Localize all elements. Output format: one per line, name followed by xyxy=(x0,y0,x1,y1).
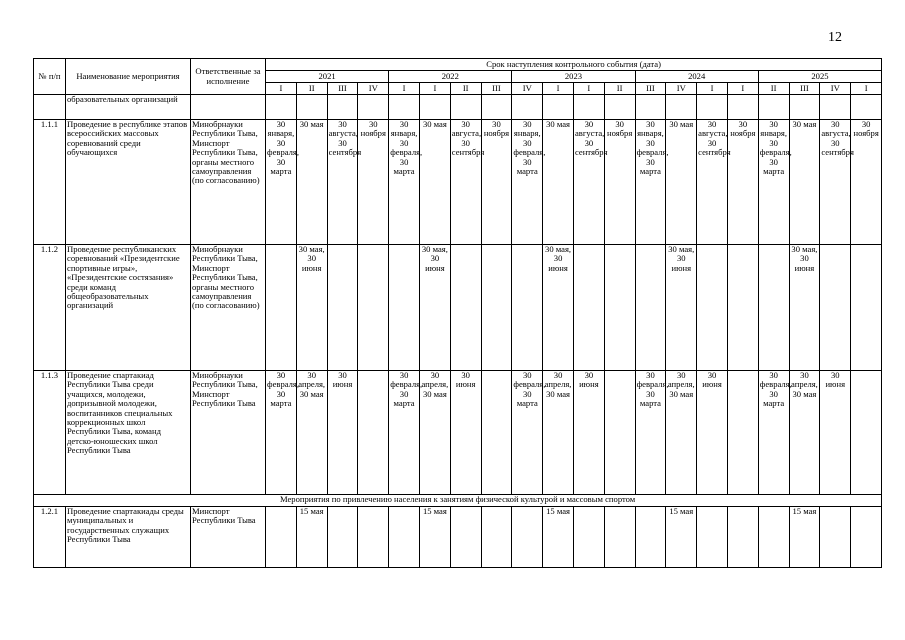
date-cell: 30 января, 30 февраля, 30 марта xyxy=(266,120,297,245)
table-body xyxy=(34,95,882,568)
date-cell: 30 августа, 30 сентября xyxy=(450,120,481,245)
date-cell xyxy=(543,95,574,120)
header-quarter: I xyxy=(266,83,297,95)
date-cell xyxy=(635,95,666,120)
responsible: Минобрнауки Республики Тыва, Минспорт Республики Тыва xyxy=(191,371,266,495)
header-quarter: I xyxy=(573,83,604,95)
date-cell xyxy=(389,95,420,120)
responsible xyxy=(191,95,266,120)
date-cell: 30 января, 30 февраля, 30 марта xyxy=(758,120,789,245)
date-cell: 30 мая, 30 июня xyxy=(296,245,327,371)
responsible: Минобрнауки Республики Тыва, Минспорт Республики Тыва, органы местного самоуправления (по согласованию) xyxy=(191,120,266,245)
section-title: Мероприятия по привлечению населения к занятиям физической культурой и массовым спортом xyxy=(34,495,882,507)
row-number: 1.1.2 xyxy=(34,245,66,371)
date-cell: 30 мая, 30 июня xyxy=(543,245,574,371)
date-cell xyxy=(758,507,789,568)
header-quarter: IV xyxy=(820,83,851,95)
date-cell xyxy=(727,507,758,568)
date-cell xyxy=(389,245,420,371)
date-cell: 30 ноября xyxy=(481,120,512,245)
header-quarter: IV xyxy=(666,83,697,95)
date-cell: 30 августа, 30 сентября xyxy=(573,120,604,245)
row-number: 1.1.1 xyxy=(34,120,66,245)
date-cell xyxy=(758,245,789,371)
header-quarter: III xyxy=(481,83,512,95)
date-cell xyxy=(851,371,882,495)
date-cell: 15 мая xyxy=(543,507,574,568)
table-row xyxy=(34,120,882,245)
date-cell: 30 апреля, 30 мая xyxy=(789,371,820,495)
header-quarter: II xyxy=(296,83,327,95)
table-row xyxy=(34,245,882,371)
header-quarter: I xyxy=(851,83,882,95)
header-year: 2023 xyxy=(512,71,635,83)
table-row xyxy=(34,507,882,568)
header-quarter: IV xyxy=(512,83,543,95)
date-cell: 30 февраля, 30 марта xyxy=(389,371,420,495)
header-year: 2024 xyxy=(635,71,758,83)
header-quarter: III xyxy=(327,83,358,95)
date-cell xyxy=(450,507,481,568)
date-cell: 30 января, 30 февраля, 30 марта xyxy=(635,120,666,245)
date-cell: 30 февраля, 30 марта xyxy=(758,371,789,495)
header-quarter: I xyxy=(697,83,728,95)
date-cell xyxy=(358,371,389,495)
header-quarter: I xyxy=(389,83,420,95)
date-cell: 30 апреля, 30 мая xyxy=(543,371,574,495)
date-cell: 30 июня xyxy=(820,371,851,495)
date-cell xyxy=(604,95,635,120)
row-number: 1.2.1 xyxy=(34,507,66,568)
date-cell: 30 июня xyxy=(450,371,481,495)
header-period: Срок наступления контрольного события (дата) xyxy=(266,59,882,71)
date-cell xyxy=(604,245,635,371)
date-cell: 30 ноября xyxy=(604,120,635,245)
date-cell: 30 апреля, 30 мая xyxy=(419,371,450,495)
table-header xyxy=(34,59,882,95)
date-cell: 30 мая, 30 июня xyxy=(419,245,450,371)
page-number: 12 xyxy=(828,30,842,45)
date-cell: 30 мая xyxy=(666,120,697,245)
date-cell xyxy=(358,245,389,371)
header-quarter: IV xyxy=(358,83,389,95)
date-cell xyxy=(327,507,358,568)
header-year: 2021 xyxy=(266,71,389,83)
date-cell: 30 августа, 30 сентября xyxy=(327,120,358,245)
date-cell xyxy=(389,507,420,568)
date-cell: 30 ноября xyxy=(851,120,882,245)
date-cell: 30 мая xyxy=(789,120,820,245)
date-cell xyxy=(450,95,481,120)
table-row xyxy=(34,95,882,120)
header-year: 2025 xyxy=(758,71,881,83)
row-number xyxy=(34,95,66,120)
date-cell xyxy=(727,245,758,371)
date-cell: 30 августа, 30 сентября xyxy=(820,120,851,245)
date-cell xyxy=(450,245,481,371)
date-cell xyxy=(635,245,666,371)
date-cell xyxy=(851,507,882,568)
header-responsible: Ответственные за исполнение xyxy=(191,59,266,95)
date-cell: 30 февраля, 30 марта xyxy=(635,371,666,495)
date-cell: 30 апреля, 30 мая xyxy=(666,371,697,495)
date-cell xyxy=(327,245,358,371)
date-cell xyxy=(820,507,851,568)
date-cell: 15 мая xyxy=(789,507,820,568)
responsible: Минобрнауки Республики Тыва, Минспорт Республики Тыва, органы местного самоуправления (по согласованию) xyxy=(191,245,266,371)
header-quarter: III xyxy=(789,83,820,95)
date-cell: 30 мая, 30 июня xyxy=(789,245,820,371)
header-quarter: I xyxy=(727,83,758,95)
header-quarter: III xyxy=(635,83,666,95)
date-cell: 30 ноября xyxy=(727,120,758,245)
date-cell xyxy=(512,507,543,568)
date-cell: 30 июня xyxy=(573,371,604,495)
header-quarter: I xyxy=(419,83,450,95)
date-cell xyxy=(358,95,389,120)
date-cell xyxy=(266,245,297,371)
row-number: 1.1.3 xyxy=(34,371,66,495)
date-cell xyxy=(512,245,543,371)
table-row xyxy=(34,371,882,495)
date-cell: 30 ноября xyxy=(358,120,389,245)
date-cell xyxy=(358,507,389,568)
date-cell xyxy=(851,245,882,371)
date-cell: 30 мая xyxy=(543,120,574,245)
event-name: Проведение спартакиад Республики Тыва среди учащихся, молодежи, допризывной молодежи, воспитанников специальных коррекционных школ Республики Тыва, команд детско-юношеских школ Республики Тыва xyxy=(66,371,191,495)
date-cell xyxy=(851,95,882,120)
date-cell: 30 апреля, 30 мая xyxy=(296,371,327,495)
header-quarter: II xyxy=(758,83,789,95)
date-cell xyxy=(481,245,512,371)
date-cell xyxy=(296,95,327,120)
header-quarter: I xyxy=(543,83,574,95)
date-cell xyxy=(666,95,697,120)
date-cell xyxy=(758,95,789,120)
header-name: Наименование мероприятия xyxy=(66,59,191,95)
date-cell xyxy=(820,245,851,371)
date-cell xyxy=(266,507,297,568)
date-cell: 30 мая xyxy=(296,120,327,245)
date-cell xyxy=(697,95,728,120)
responsible: Минспорт Республики Тыва xyxy=(191,507,266,568)
date-cell xyxy=(604,371,635,495)
header-num: № п/п xyxy=(34,59,66,95)
header-quarter: II xyxy=(450,83,481,95)
date-cell: 15 мая xyxy=(296,507,327,568)
date-cell: 30 августа, 30 сентября xyxy=(697,120,728,245)
date-cell xyxy=(481,371,512,495)
event-name: Проведение спартакиады среды муниципальных и государственных служащих Республики Тыва xyxy=(66,507,191,568)
event-name: образовательных организаций xyxy=(66,95,191,120)
date-cell xyxy=(419,95,450,120)
date-cell xyxy=(266,95,297,120)
date-cell: 30 февраля, 30 марта xyxy=(512,371,543,495)
date-cell xyxy=(573,95,604,120)
date-cell xyxy=(727,95,758,120)
date-cell xyxy=(573,245,604,371)
date-cell xyxy=(727,371,758,495)
event-name: Проведение республиканских соревнований «Президентские спортивные игры», «Президентские состязания» среди команд общеобразовательных организаций xyxy=(66,245,191,371)
date-cell xyxy=(697,245,728,371)
date-cell: 30 января, 30 февраля, 30 марта xyxy=(512,120,543,245)
header-quarter: II xyxy=(604,83,635,95)
date-cell: 30 мая, 30 июня xyxy=(666,245,697,371)
date-cell: 30 мая xyxy=(419,120,450,245)
date-cell xyxy=(512,95,543,120)
date-cell xyxy=(820,95,851,120)
date-cell: 30 февраля, 30 марта xyxy=(266,371,297,495)
date-cell: 30 января, 30 февраля, 30 марта xyxy=(389,120,420,245)
date-cell: 30 июня xyxy=(697,371,728,495)
date-cell: 30 июня xyxy=(327,371,358,495)
date-cell xyxy=(573,507,604,568)
date-cell xyxy=(327,95,358,120)
date-cell xyxy=(481,507,512,568)
date-cell xyxy=(604,507,635,568)
event-schedule-table xyxy=(33,58,882,568)
date-cell xyxy=(697,507,728,568)
header-year: 2022 xyxy=(389,71,512,83)
date-cell xyxy=(789,95,820,120)
date-cell: 15 мая xyxy=(666,507,697,568)
date-cell: 15 мая xyxy=(419,507,450,568)
section-separator-row xyxy=(34,495,882,507)
date-cell xyxy=(481,95,512,120)
event-name: Проведение в республике этапов всероссийских массовых соревнований среди обучающихся xyxy=(66,120,191,245)
date-cell xyxy=(635,507,666,568)
